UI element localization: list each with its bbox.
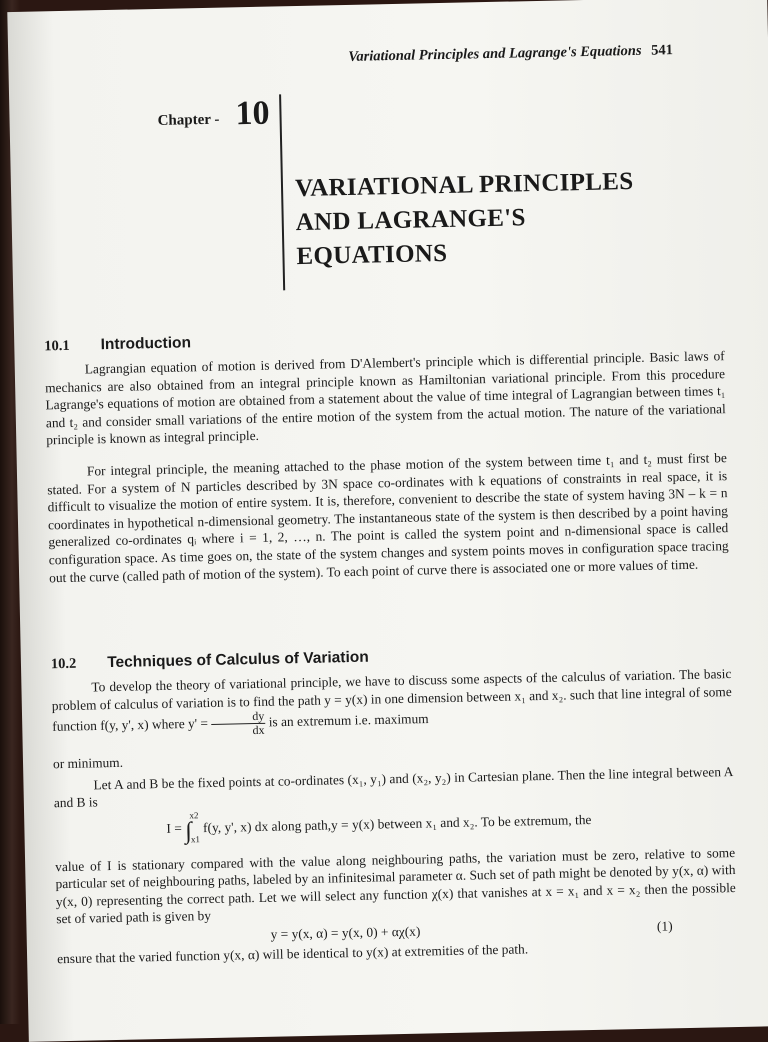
integral-lower-limit: x1: [190, 834, 201, 845]
chapter-label: Chapter -: [157, 111, 220, 129]
fraction-numerator: dy: [211, 710, 265, 725]
chapter-title-line: VARIATIONAL PRINCIPLES: [294, 167, 634, 203]
section-heading: [51, 649, 369, 674]
paragraph: For integral principle, the meaning attached to the phase motion of the system between time t₁ and t₂ must first be stated. For a system of N particles described by 3N space co-ordinates with k equations of constraints in real space, it is difficult to visualize the motion of entire system. It is, therefore, convenient to describe the state of system having 3N – k = n coordinates in hypothetical n-dimensional geometry. The instantaneous state of the system is then described by a point having generalized co-ordinates qᵢ where i = 1, 2, …, n. The point is called the system point and n-dimensional space is called configuration space. As time goes on, the state of the system changes and system points moves in configuration space tracing out the curve (called path of motion of the system). To each point of curve there is associated one or more values of time.: [47, 450, 729, 585]
section-number: 10.1: [44, 337, 70, 355]
formula-body: f(y, y', x) dx along path,y = y(x) between x₁ and x₂. To be extremum, the: [202, 811, 592, 836]
section-title: Techniques of Calculus of Variation: [107, 648, 369, 672]
paragraph: ensure that the varied function y(x, α) will be identical to y(x) at extremities of the path.: [56, 941, 529, 967]
paragraph: [51, 665, 732, 741]
section-heading: [44, 334, 191, 355]
paragraph-text: or minimum.: [52, 755, 124, 772]
varied-path-formula: y = y(x, α) = y(x, 0) + αχ(x): [270, 923, 421, 942]
chapter-divider: [279, 94, 285, 290]
paragraph-text: is an extremum i.e. maximum: [268, 711, 429, 730]
paragraph: Let A and B be the fixed points at co-ordinates (x₁, y₁) and (x₂, y₂) in Cartesian plane. Then the line integral between A and B is: [53, 763, 734, 811]
derivative-fraction: [211, 710, 266, 738]
paragraph-text: To develop the theory of variational principle, we have to discuss some aspects of the calculus of variation. The basic problem of calculus of variation is to find the path y = y(x) in one dimension between x₁ and x₂. such that line integral of some function f(y, y', x) where y' =: [51, 666, 732, 735]
integral-sign: ∫: [184, 818, 193, 845]
page-number: 541: [651, 42, 674, 59]
chapter-title-line: EQUATIONS: [296, 239, 448, 271]
chapter-title: [295, 165, 635, 274]
formula-lhs: I =: [166, 820, 182, 836]
paragraph: value of I is stationary compared with the value along neighbouring paths, the variation must be zero, relative to some particular set of neighbouring paths, labeled by an infinitesimal parameter α. Such set of path might be denoted by y(x, α) with y(x, 0) representing the correct path. Let we will select any function χ(x) that vanishes at x = x₁ and x = x₂ then the possible set of varied path is given by: [55, 844, 736, 927]
fraction-denominator: dx: [252, 723, 265, 738]
section-body: [51, 665, 737, 968]
section-number: 10.2: [50, 655, 77, 673]
running-head-title: Variational Principles and Lagrange's Equations: [348, 42, 642, 65]
book-page: [7, 0, 768, 1042]
chapter-number: 10: [235, 94, 270, 133]
section-title: Introduction: [100, 334, 192, 354]
equation-number: (1): [656, 918, 673, 934]
section-body: [45, 347, 730, 586]
line-integral-formula: [166, 808, 734, 845]
chapter-title-line: AND LAGRANGE'S: [295, 204, 526, 237]
paragraph: Lagrangian equation of motion is derived from D'Alembert's principle which is differential principle. Basic laws of mechanics are also obtained from an integral principle known as Hamiltonian variational principle. From this procedure Lagrange's equations of motion are obtained from a statement about the value of time integral of Lagrangian between times t₁ and t₂ and consider small variations of the entire motion of the system from the actual motion. The nature of the variational principle is known as integral principle.: [45, 348, 726, 448]
integral-upper-limit: x2: [189, 810, 199, 821]
running-head: [348, 42, 673, 66]
